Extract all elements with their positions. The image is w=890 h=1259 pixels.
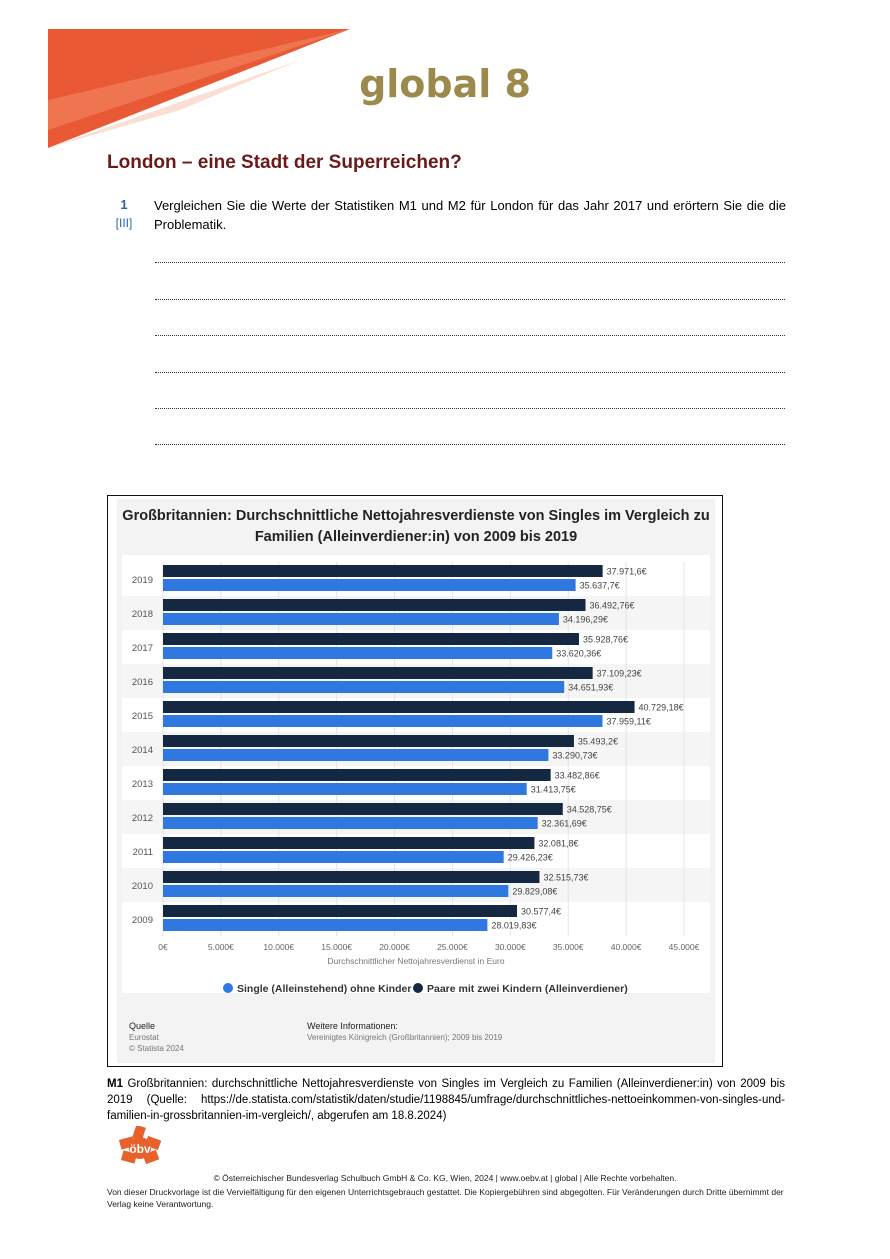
- bar-paare: [163, 599, 586, 611]
- data-label-single: 28.019,83€: [491, 920, 537, 931]
- y-tick-label: 2018: [131, 609, 153, 620]
- bar-single: [163, 919, 487, 931]
- info-text: Vereinigtes Königreich (Großbritannien); 2009 bis 2019: [307, 1033, 503, 1042]
- answer-line[interactable]: [155, 408, 785, 409]
- answer-line[interactable]: [155, 262, 785, 263]
- answer-line[interactable]: [155, 372, 785, 373]
- data-label-paare: 40.729,18€: [638, 702, 684, 713]
- x-tick-label: 15.000€: [321, 942, 353, 952]
- data-label-paare: 37.971,6€: [606, 566, 647, 577]
- legend-marker-single: [223, 983, 233, 993]
- bar-paare: [163, 667, 593, 679]
- data-label-single: 33.620,36€: [556, 648, 602, 659]
- y-tick-label: 2017: [131, 643, 153, 654]
- info-heading: Weitere Informationen:: [307, 1021, 398, 1031]
- data-label-single: 31.413,75€: [530, 784, 576, 795]
- data-label-paare: 32.081,8€: [538, 838, 579, 849]
- data-label-paare: 32.515,73€: [543, 872, 589, 883]
- data-label-single: 29.829,08€: [512, 886, 558, 897]
- data-label-single: 37.959,11€: [606, 716, 651, 727]
- x-axis-label: Durchschnittlicher Nettojahresverdienst in Euro: [327, 956, 505, 966]
- data-label-single: 34.196,29€: [562, 614, 608, 625]
- x-tick-label: 30.000€: [494, 942, 526, 952]
- data-label-single: 35.637,7€: [579, 580, 620, 591]
- x-tick-label: 0€: [158, 942, 168, 952]
- y-tick-label: 2014: [131, 745, 153, 756]
- bar-single: [163, 647, 552, 659]
- y-tick-label: 2010: [131, 881, 153, 892]
- data-label-single: 32.361,69€: [541, 818, 587, 829]
- data-label-paare: 34.528,75€: [566, 804, 612, 815]
- source-line: Eurostat: [129, 1033, 159, 1042]
- caption-text: Großbritannien: durchschnittliche Nettojahresverdienste von Singles im Vergleich zu Familien (Alleinverdiener:in) von 2009 bis 2019 (Quelle: https://de.statista.com/statistik/daten/studie/1198845/umfrage/durchschnittliches-nettoeinkommen-von-singles-und-familien-in-grossbritannien-im-vergleich/, abgerufen am 18.8.2024): [107, 1078, 785, 1122]
- chart-title-line2: Familien (Alleinverdiener:in) von 2009 bis 2019: [254, 529, 578, 545]
- data-label-single: 33.290,73€: [552, 750, 598, 761]
- y-tick-label: 2019: [131, 575, 153, 586]
- chart-panel: [117, 499, 715, 1063]
- bar-single: [163, 681, 564, 693]
- bar-paare: [163, 769, 551, 781]
- y-tick-label: 2009: [131, 915, 153, 926]
- page-title: London – eine Stadt der Superreichen?: [107, 152, 462, 173]
- footer-notice: Von dieser Druckvorlage ist die Vervielfältigung für den eigenen Unterrichtsgebrauch gestattet. Die Kopiergebühren sind abgegolten. Für Veränderungen durch Dritte übernimmt der Verlag keine Verantwortung.: [107, 1187, 784, 1209]
- task-level: [III]: [115, 216, 133, 230]
- y-tick-label: 2011: [132, 847, 153, 858]
- x-tick-label: 5.000€: [207, 942, 234, 952]
- bar-chart: [117, 499, 715, 1063]
- bar-single: [163, 749, 548, 761]
- y-tick-label: 2013: [131, 779, 153, 790]
- legend-label-paare: Paare mit zwei Kindern (Alleinverdiener): [427, 983, 628, 995]
- x-tick-label: 35.000€: [552, 942, 584, 952]
- task-number: 1: [120, 197, 128, 212]
- oebv-logo: [118, 1126, 162, 1170]
- x-tick-label: 25.000€: [437, 942, 468, 952]
- bar-paare: [163, 803, 563, 815]
- data-label-paare: 33.482,86€: [554, 770, 600, 781]
- bar-single: [163, 851, 504, 863]
- caption-label: M1: [107, 1078, 123, 1090]
- legend-marker-paare: [413, 983, 423, 993]
- legend-label-single: Single (Alleinstehend) ohne Kinder: [237, 983, 412, 995]
- brand-title: global 8: [359, 62, 531, 106]
- bar-paare: [163, 905, 517, 917]
- data-label-paare: 30.577,4€: [521, 906, 562, 917]
- bar-paare: [163, 837, 534, 849]
- x-tick-label: 20.000€: [379, 942, 410, 952]
- figure-caption: [107, 1076, 785, 1124]
- bar-paare: [163, 565, 603, 577]
- oebv-logo-text: öbv: [129, 1142, 151, 1156]
- bar-single: [163, 885, 508, 897]
- answer-line[interactable]: [155, 335, 785, 336]
- y-tick-label: 2015: [131, 711, 153, 722]
- bar-paare: [163, 633, 579, 645]
- data-label-paare: 36.492,76€: [589, 600, 635, 611]
- source-heading: Quelle: [129, 1021, 156, 1031]
- y-tick-label: 2016: [131, 677, 153, 688]
- bar-single: [163, 715, 602, 727]
- bar-paare: [163, 871, 539, 883]
- bar-single: [163, 817, 538, 829]
- data-label-paare: 35.493,2€: [577, 736, 618, 747]
- chart-title-line1: Großbritannien: Durchschnittliche Nettojahresverdienste von Singles im Vergleich zu: [122, 508, 710, 524]
- data-label-single: 29.426,23€: [507, 852, 553, 863]
- chart-frame: [107, 495, 723, 1067]
- bar-single: [163, 783, 527, 795]
- footer-copyright: © Österreichischer Bundesverlag Schulbuch GmbH & Co. KG, Wien, 2024 | www.oebv.at | global | Alle Rechte vorbehalten.: [213, 1173, 677, 1183]
- data-label-single: 34.651,93€: [568, 682, 614, 693]
- x-tick-label: 40.000€: [610, 942, 642, 952]
- bar-single: [163, 613, 559, 625]
- answer-line[interactable]: [155, 299, 785, 300]
- data-label-paare: 35.928,76€: [582, 634, 629, 645]
- bar-single: [163, 579, 576, 591]
- data-label-paare: 37.109,23€: [596, 668, 642, 679]
- answer-line[interactable]: [155, 444, 785, 445]
- task-text: Vergleichen Sie die Werte der Statistiken M1 und M2 für London für das Jahr 2017 und erörtern Sie die die Problematik.: [154, 198, 786, 232]
- bar-paare: [163, 701, 635, 713]
- y-tick-label: 2012: [131, 813, 153, 824]
- bar-paare: [163, 735, 574, 747]
- source-line: © Statista 2024: [129, 1044, 184, 1053]
- x-tick-label: 10.000€: [263, 942, 295, 952]
- x-tick-label: 45.000€: [668, 942, 700, 952]
